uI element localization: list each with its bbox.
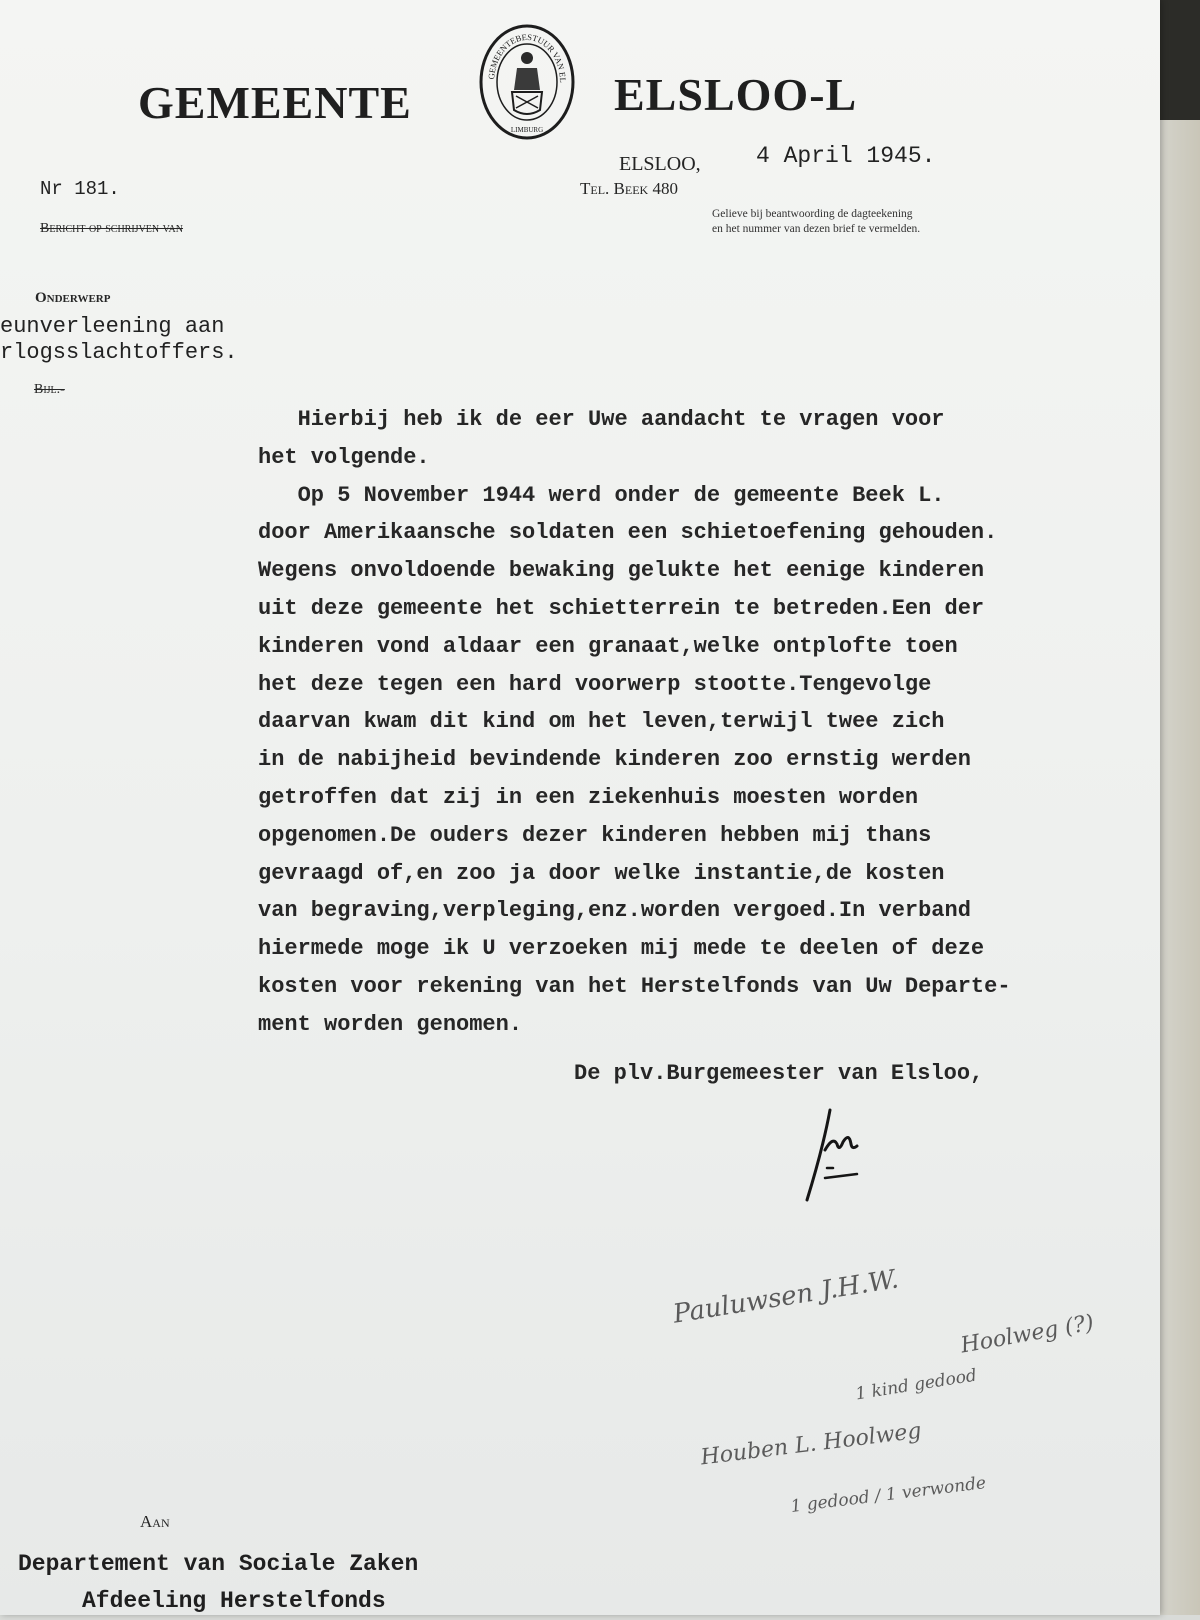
subject-line2: rlogsslachtoffers. (0, 340, 238, 365)
body-line: het volgende. (258, 444, 430, 470)
reply-note (712, 207, 920, 237)
svg-text:GEMEENTEBESTUUR VAN ELSLOO: GEMEENTEBESTUUR VAN EL (486, 31, 569, 83)
body-line: Wegens onvoldoende bewaking gelukte het eenige kinderen (258, 558, 985, 584)
body-line: Op 5 November 1944 werd onder de gemeente Beek L. (258, 482, 945, 508)
handwritten-note: Pauluwsen J.H.W. (671, 1264, 901, 1330)
addressee-line1: Departement van Sociale Zaken (18, 1551, 419, 1577)
body-line: in de nabijheid bevindende kinderen zoo ernstig werden (258, 747, 971, 773)
handwritten-note: Houben L. Hoolweg (699, 1418, 923, 1471)
bericht-label: Bericht op schrijven van (40, 221, 184, 236)
subject-text (0, 314, 238, 366)
body-line: ment worden genomen. (258, 1011, 523, 1037)
seal-icon (478, 20, 576, 140)
handwritten-note: 1 kind gedood (854, 1365, 979, 1405)
reply-note-line2: en het nummer van dezen brief te vermelden. (712, 223, 921, 235)
municipal-seal (478, 20, 576, 140)
handwritten-note: Hoolweg (?) (958, 1310, 1096, 1359)
letterhead-right-word: ELSLOO-L (614, 69, 858, 120)
letter-body (258, 401, 1011, 1044)
place-label: ELSLOO, (619, 153, 701, 175)
body-line: door Amerikaansche soldaten een schietoefening gehouden. (258, 520, 998, 546)
subject-label: Onderwerp (35, 290, 111, 306)
body-line: kinderen vond aldaar een granaat,welke ontplofte toen (258, 633, 958, 659)
telephone-number: Tel. Beek 480 (580, 179, 678, 198)
svg-text:LIMBURG: LIMBURG (510, 126, 544, 134)
body-line: kosten voor rekening van het Herstelfonds van Uw Departe- (258, 973, 1011, 999)
body-line: daarvan kwam dit kind om het leven,terwijl twee zich (258, 709, 945, 735)
letter-date: 4 April 1945. (756, 143, 936, 169)
bijlagen-label: Bijl.- (34, 382, 65, 397)
signature-icon (795, 1098, 905, 1208)
body-line: hiermede moge ik U verzoeken mij mede te deelen of deze (258, 936, 985, 962)
reply-note-line1: Gelieve bij beantwoording de dagteekening (712, 208, 913, 220)
body-line: uit deze gemeente het schietterrein te betreden.Een der (258, 595, 985, 621)
body-line: Hierbij heb ik de eer Uwe aandacht te vragen voor (258, 407, 945, 432)
handwritten-note: 1 gedood / 1 verwonde (789, 1473, 988, 1517)
addressee-label: Aan (140, 1512, 170, 1531)
body-line: gevraagd of,en zoo ja door welke instantie,de kosten (258, 860, 945, 886)
closing-line: De plv.Burgemeester van Elsloo, (574, 1061, 984, 1086)
addressee-block (18, 1546, 418, 1620)
letterhead-left-word: GEMEENTE (138, 77, 412, 128)
subject-line1: eunverleening aan (0, 314, 225, 339)
body-line: getroffen dat zij in een ziekenhuis moesten worden (258, 784, 919, 810)
body-line: van begraving,verpleging,enz.worden vergoed.In verband (258, 898, 971, 924)
addressee-line2: Afdeeling Herstelfonds (82, 1588, 386, 1614)
body-line: opgenomen.De ouders dezer kinderen hebben mij thans (258, 822, 932, 848)
reference-number: Nr 181. (40, 178, 120, 200)
body-line: het deze tegen een hard voorwerp stootte.Tengevolge (258, 671, 932, 697)
